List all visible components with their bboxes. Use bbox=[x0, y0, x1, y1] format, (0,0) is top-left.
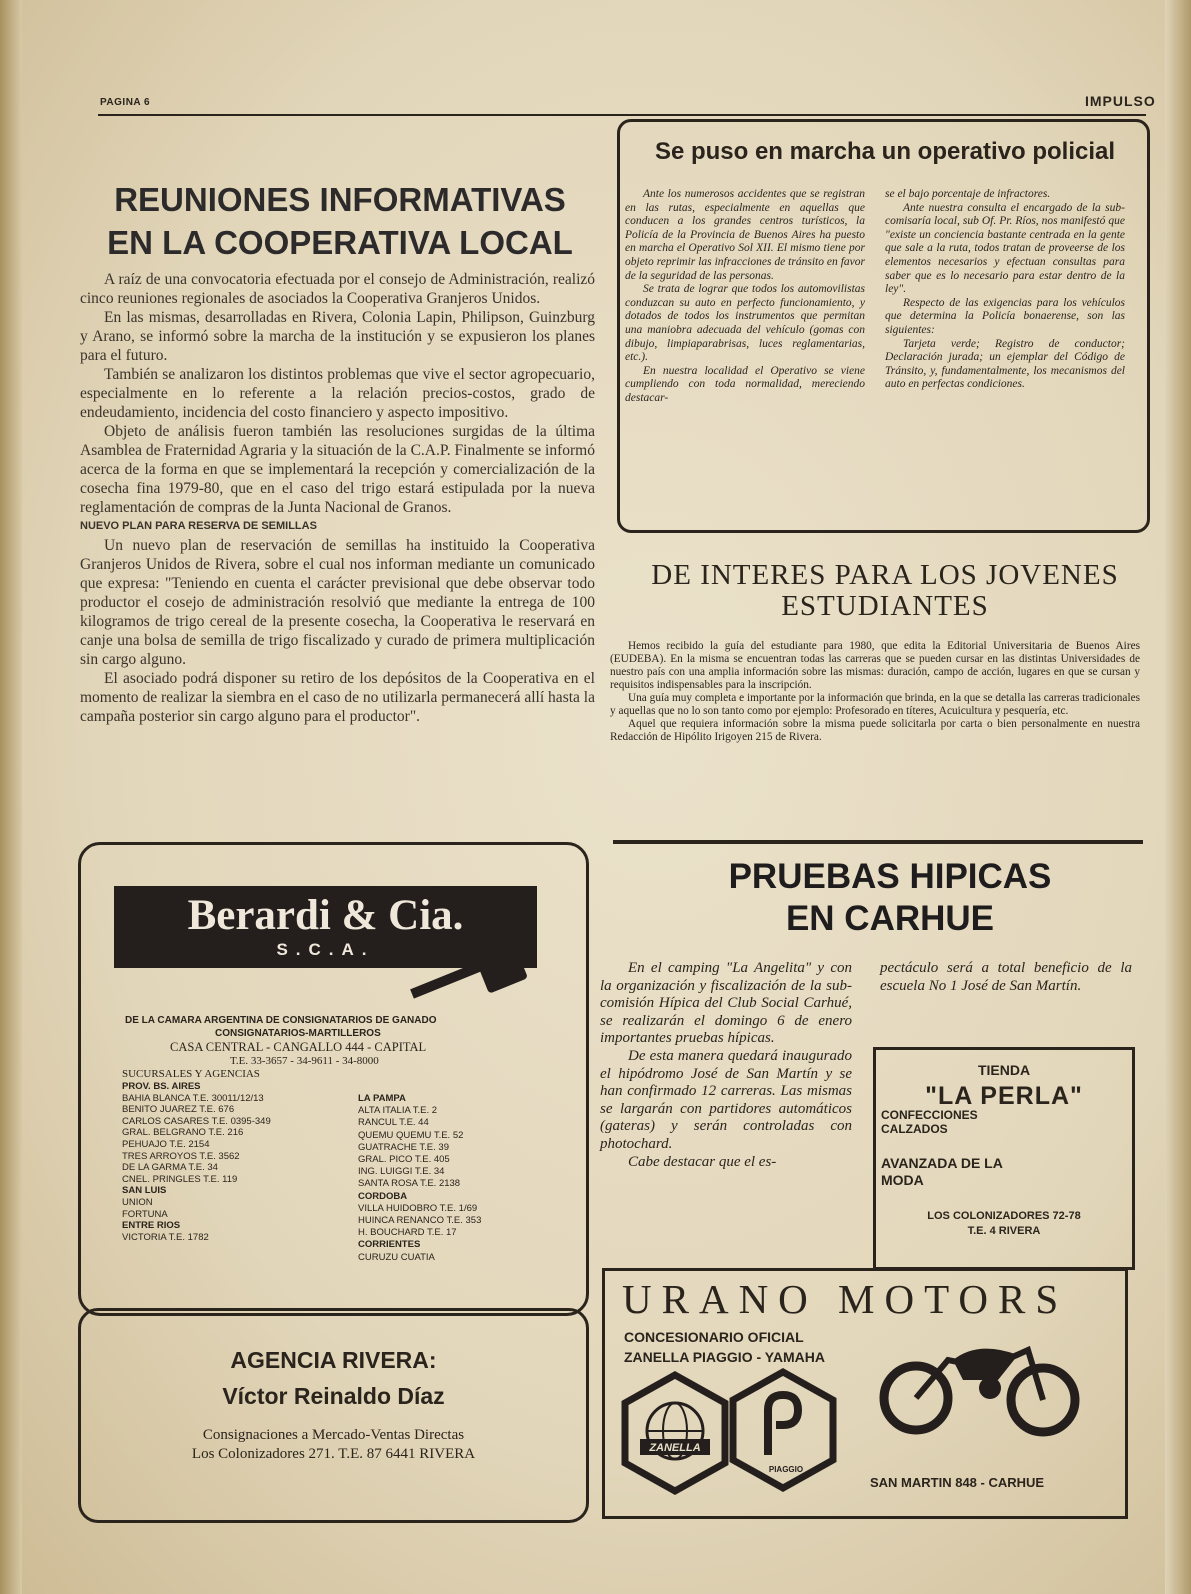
berardi-sucursales: SUCURSALES Y AGENCIAS bbox=[122, 1068, 260, 1080]
paragraph: se el bajo porcentaje de infractores. bbox=[885, 188, 1051, 200]
paragraph: En el camping "La Angelita" y con la organización y fiscalización de la sub-comisión Hípica del Club Social Carhué, se realizarán el domingo 6 de enero importantes pruebas hípicas. bbox=[600, 960, 852, 1047]
paragraph: pectáculo será a total beneficio de la escuela No 1 José de San Martín. bbox=[880, 960, 1132, 994]
header-rule bbox=[98, 114, 1146, 116]
berardi-central: CASA CENTRAL - CANGALLO 444 - CAPITAL bbox=[170, 1040, 427, 1054]
branch-entry: GRAL. PICO T.E. 405 bbox=[358, 1154, 450, 1166]
berardi-camara: DE LA CAMARA ARGENTINA DE CONSIGNATARIOS DE GANADO bbox=[125, 1015, 437, 1026]
section-rule bbox=[613, 840, 1143, 844]
page-number: PAGINA 6 bbox=[100, 97, 151, 108]
branch-entry: GRAL. BELGRANO T.E. 216 bbox=[122, 1127, 244, 1139]
branch-entry: DE LA GARMA T.E. 34 bbox=[122, 1162, 218, 1174]
operativo-title: Se puso en marcha un operativo policial bbox=[654, 138, 1116, 165]
perla-lines bbox=[881, 1108, 978, 1136]
branch-entry: BAHIA BLANCA T.E. 30011/12/13 bbox=[122, 1092, 264, 1104]
branch-entry: SAN LUIS bbox=[122, 1185, 167, 1197]
agencia-line1: Consignaciones a Mercado-Ventas Directas bbox=[202, 1427, 465, 1443]
perla-line: MODA bbox=[881, 1172, 924, 1188]
pruebas-column-1 bbox=[600, 960, 852, 1171]
paper-edge-left bbox=[0, 0, 22, 1594]
branch-entry: CURUZU CUATIA bbox=[358, 1251, 435, 1263]
urano-line2: ZANELLA PIAGGIO - YAMAHA bbox=[624, 1349, 825, 1365]
paragraph: Ante nuestra consulta el encargado de la sub-comisaría local, sub Of. Pr. Ríos, nos manifestó que "existe un conciencia bastante centrada en la gente que sale a la ruta, todos tratan de proveerse de los elementos necesarios y efectuan consultas para saber que es lo necesario para estar dentro de la ley". bbox=[885, 201, 1125, 296]
branch-entry: LA PAMPA bbox=[358, 1093, 406, 1104]
zanella-label: ZANELLA bbox=[649, 1442, 701, 1454]
perla-line: CONFECCIONES bbox=[881, 1108, 978, 1122]
paragraph: Cabe destacar que el es- bbox=[628, 1153, 777, 1170]
paragraph: Ante los numerosos accidentes que se registran en las rutas, especialmente en aquellas que conducen a los grandes centros turísticos, la Policía de la Provincia de Buenos Aires ha puesto en marcha el Operativo Sol XII. El mismo tiene por objeto reprimir las infracciones de tránsito en favor de la seguridad de las personas. bbox=[625, 188, 865, 282]
berardi-phones: T.E. 33-3657 - 34-9611 - 34-8000 bbox=[230, 1055, 379, 1067]
paragraph: A raíz de una convocatoria efectuada por el consejo de Administración, realizó cinco reuniones regionales de asociados la Cooperativa Granjeros Unidos. bbox=[80, 271, 595, 307]
berardi-branches-right bbox=[358, 1093, 481, 1264]
subheading: NUEVO PLAN PARA RESERVA DE SEMILLAS bbox=[80, 520, 317, 532]
paragraph: También se analizaron los distintos problemas que vive el sector agropecuario, especialmente en lo referente a la relación precios-costos, grado de endeudamiento, incidencia del costo financiero y aspecto impositivo. bbox=[80, 366, 595, 421]
paper-edge-right bbox=[1165, 0, 1191, 1594]
branch-entry: CORRIENTES bbox=[358, 1239, 421, 1251]
perla-name: "LA PERLA" bbox=[925, 1082, 1083, 1110]
branch-entry: ENTRE RIOS bbox=[122, 1220, 181, 1232]
perla-lines-2 bbox=[881, 1155, 1003, 1189]
jovenes-body bbox=[610, 640, 1140, 744]
perla-line: CALZADOS bbox=[881, 1122, 948, 1136]
urano-title: URANO MOTORS bbox=[622, 1276, 1069, 1322]
piaggio-logo-icon bbox=[728, 1370, 838, 1490]
la-perla-ad bbox=[873, 1047, 1135, 1270]
publication-name: IMPULSO bbox=[1085, 93, 1156, 109]
agencia-person: Víctor Reinaldo Díaz bbox=[222, 1383, 445, 1409]
branch-entry: BENITO JUAREZ T.E. 676 bbox=[122, 1104, 235, 1116]
piaggio-label: PIAGGIO bbox=[768, 1465, 804, 1474]
branch-entry: QUEMU QUEMU T.E. 52 bbox=[358, 1129, 464, 1141]
branch-entry: TRES ARROYOS T.E. 3562 bbox=[122, 1150, 240, 1162]
agencia-title: AGENCIA RIVERA: bbox=[230, 1347, 437, 1373]
pruebas-title bbox=[655, 856, 1125, 940]
branch-entry: SANTA ROSA T.E. 2138 bbox=[358, 1178, 461, 1190]
motorcycle-icon bbox=[878, 1330, 1088, 1440]
operativo-column-2 bbox=[885, 188, 1125, 392]
branch-entry: PEHUAJO T.E. 2154 bbox=[122, 1138, 210, 1150]
reuniones-body bbox=[80, 270, 595, 726]
jovenes-title: DE INTERES PARA LOS JOVENES ESTUDIANTES bbox=[651, 559, 1119, 622]
reuniones-title: REUNIONES INFORMATIVAS EN LA COOPERATIVA LOCAL bbox=[107, 181, 573, 261]
agencia-ad bbox=[78, 1308, 589, 1523]
paragraph: Aquel que requiera información sobre la misma puede solicitarla por carta o bien personalmente en nuestra Redacción de Hipólito Irigoyen 215 de Rivera. bbox=[610, 718, 1140, 743]
branch-entry: ING. LUIGGI T.E. 34 bbox=[358, 1166, 445, 1178]
branch-entry: VILLA HUIDOBRO T.E. 1/69 bbox=[358, 1202, 478, 1214]
branch-entry: PROV. BS. AIRES bbox=[122, 1081, 201, 1092]
branch-entry: VICTORIA T.E. 1782 bbox=[122, 1231, 209, 1243]
branch-entry: HUINCA RENANCO T.E. 353 bbox=[358, 1215, 482, 1227]
perla-address: LOS COLONIZADORES 72-78 bbox=[927, 1210, 1081, 1222]
gavel-icon bbox=[412, 955, 552, 1015]
paragraph: Un nuevo plan de reservación de semillas ha instituido la Cooperativa Granjeros Unidos de Rivera, sobre el cual nos informan mediante un comunicado que expresa: "Teniendo en cuenta el carácter previsional que debe observar todo productor el cosejo de administración resolvió que mediante la entrega de 100 kilogramos de trigo cereal de la presente cosecha, la Cooperativa le reservará en canje una bolsa de semilla de trigo fiscalizado y curado de primera multiplicación sin cargo alguno. bbox=[80, 537, 595, 668]
paragraph: Tarjeta verde; Registro de conductor; Declaración jurada; un ejemplar del Código de Tránsito, y, fundamentalmente, los mecanismos del auto en perfectas condiciones. bbox=[885, 337, 1125, 391]
berardi-sca: S.C.A. bbox=[276, 940, 375, 959]
branch-entry: ALTA ITALIA T.E. 2 bbox=[358, 1105, 438, 1117]
pruebas-title-line-2: EN CARHUE bbox=[785, 899, 995, 938]
paragraph: El asociado podrá disponer su retiro de los depósitos de la Cooperativa en el momento de realizar la siembra en el caso de no utilizarla permanecerá allí hasta la campaña posterior sin cargo alguno para el productor". bbox=[80, 670, 595, 725]
branch-entry: CARLOS CASARES T.E. 0395-349 bbox=[122, 1115, 271, 1127]
paragraph: Una guía muy completa e importante por la información que brinda, en la que se detalla las carreras tradicionales y aquellas que no lo son tanto como por ejemplo: Profesorado en títeres, Acuicultura y pesquería, etc. bbox=[610, 692, 1140, 717]
branch-entry: RANCUL T.E. 44 bbox=[358, 1117, 429, 1129]
paragraph: En nuestra localidad el Operativo se viene cumpliendo con toda normalidad, mereciendo destacar- bbox=[625, 364, 865, 404]
paragraph: De esta manera quedará inaugurado el hipódromo José de San Martín y se han confirmado 12 carreras. Las mismas se largarán con partidores automáticos (gateras) y serán controladas con photochard. bbox=[600, 1047, 852, 1152]
berardi-branches-left bbox=[122, 1081, 271, 1243]
branch-entry: CORDOBA bbox=[358, 1190, 408, 1202]
pruebas-column-2 bbox=[880, 960, 1132, 995]
branch-entry: CNEL. PRINGLES T.E. 119 bbox=[122, 1173, 238, 1185]
berardi-name: Berardi & Cia. bbox=[187, 892, 464, 939]
urano-address: SAN MARTIN 848 - CARHUE bbox=[870, 1475, 1045, 1490]
berardi-camara2: CONSIGNATARIOS-MARTILLEROS bbox=[215, 1028, 381, 1039]
globe-logo-icon bbox=[620, 1373, 730, 1493]
branch-entry: FORTUNA bbox=[122, 1208, 168, 1220]
branch-entry: H. BOUCHARD T.E. 17 bbox=[358, 1227, 457, 1239]
agencia-line2: Los Colonizadores 271. T.E. 87 6441 RIVERA bbox=[191, 1446, 476, 1462]
paragraph: Objeto de análisis fueron también las resoluciones surgidas de la última Asamblea de Fraternidad Agraria y la situación de la C.A.P. Finalmente se informó acerca de la forma en que se implementará la recepción y comercialización de la cosecha fina 1979-80, que en el caso del trigo estará estipulada por la nueva reglamentación de compras de la Junta Nacional de Granos. bbox=[80, 423, 595, 516]
perla-tienda: TIENDA bbox=[977, 1062, 1031, 1078]
pruebas-title-line-1: PRUEBAS HIPICAS bbox=[728, 857, 1052, 896]
paragraph: En las mismas, desarrolladas en Rivera, Colonia Lapin, Philipson, Guinzburg y Arano, se informó sobre la marcha de la institución y se expusieron los planes para el futuro. bbox=[80, 309, 595, 364]
perla-line: AVANZADA DE LA bbox=[881, 1155, 1003, 1171]
paragraph: Respecto de las exigencias para los vehículos que determina la Policía bonaerense, son las siguientes: bbox=[885, 296, 1125, 336]
operativo-column-1 bbox=[625, 188, 865, 406]
branch-entry: UNION bbox=[122, 1196, 153, 1208]
urano-line1: CONCESIONARIO OFICIAL bbox=[624, 1329, 804, 1345]
paragraph: Se trata de lograr que todos los automovilistas conduzcan su auto en perfecto funcionamiento, y dotados de todos los instrumentos que permitan una maniobra adecuada del vehículo (gomas con dibujo, limpiaparabrisas, luces reglamentarias, etc.). bbox=[625, 283, 865, 364]
perla-phone: T.E. 4 RIVERA bbox=[967, 1225, 1041, 1237]
branch-entry: GUATRACHE T.E. 39 bbox=[358, 1141, 449, 1153]
paragraph: Hemos recibido la guía del estudiante para 1980, que edita la Editorial Universitaria de Buenos Aires (EUDEBA). En la misma se encuentran todas las carreras que se pueden cursar en las distintas Universidades de nuestro país con una amplia información sobre las mismas: duración, campo de acción, lugares en que se cursan y requisitos indispensables para la inscripción. bbox=[610, 640, 1140, 691]
